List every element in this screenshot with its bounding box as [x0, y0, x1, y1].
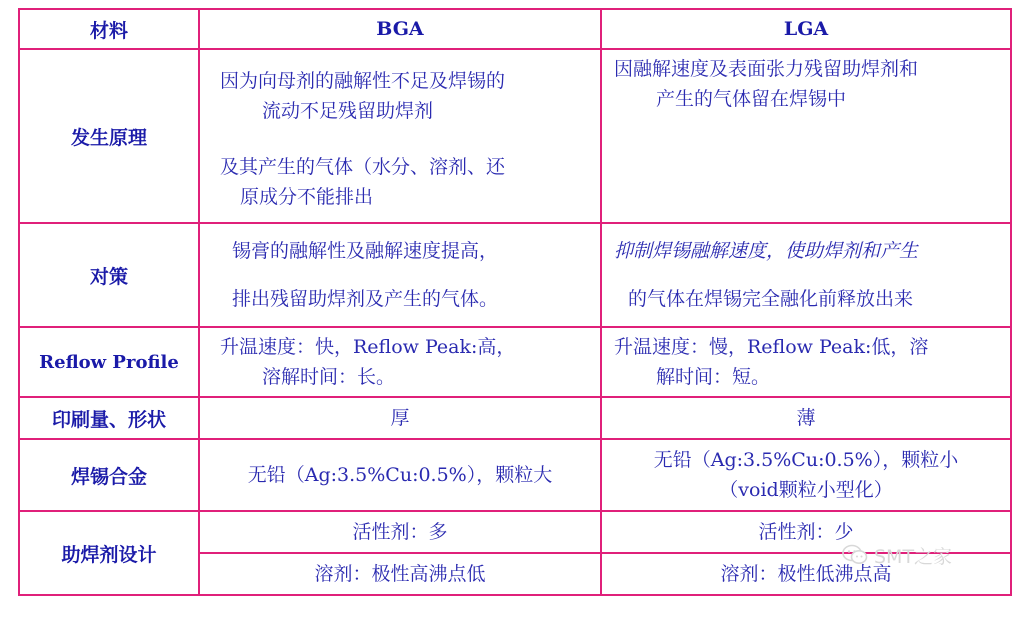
text-line: 解时间：短。 [656, 366, 771, 388]
text-line: 流动不足残留助焊剂 [262, 100, 434, 122]
cell-bga-cause [199, 49, 601, 223]
row-label-measure: 对策 [19, 223, 199, 327]
text-line: （void颗粒小型化） [719, 479, 893, 501]
text-line: 原成分不能排出 [240, 186, 374, 208]
cell-bga-print: 厚 [199, 397, 601, 439]
text-line: 溶解时间：长。 [262, 366, 396, 388]
cell-lga-reflow [601, 327, 1011, 397]
text-line: 因为向母剂的融解性不足及焊锡的 [220, 70, 506, 92]
header-lga: LGA [601, 9, 1011, 49]
row-label-reflow: Reflow Profile [19, 327, 199, 397]
cell-lga-flux-solvent: 溶剂：极性低沸点高 [601, 553, 1011, 595]
text-line: 升温速度：快，Reflow Peak:高， [220, 336, 516, 358]
text-line: 排出残留助焊剂及产生的气体。 [232, 288, 499, 310]
header-row [19, 9, 1011, 49]
header-bga: BGA [199, 9, 601, 49]
row-alloy [19, 439, 1011, 511]
text-line: 因融解速度及表面张力残留助焊剂和 [614, 58, 919, 80]
row-print [19, 397, 1011, 439]
row-label-print: 印刷量、形状 [19, 397, 199, 439]
row-label-cause: 发生原理 [19, 49, 199, 223]
watermark-text: SMT之家 [874, 545, 953, 568]
text-line: 无铅（Ag:3.5%Cu:0.5%），颗粒小 [653, 449, 959, 471]
text-line: 抑制焊锡融解速度，使助焊剂和产生 [614, 240, 919, 262]
cell-bga-flux-solvent: 溶剂：极性高沸点低 [199, 553, 601, 595]
cell-bga-reflow [199, 327, 601, 397]
cell-lga-measure [601, 223, 1011, 327]
text-line: 的气体在焊锡完全融化前释放出来 [628, 288, 914, 310]
row-cause [19, 49, 1011, 223]
text-line: 及其产生的气体（水分、溶剂、还 [220, 156, 506, 178]
text-line: 锡膏的融解性及融解速度提高， [232, 240, 499, 262]
cell-bga-alloy: 无铅（Ag:3.5%Cu:0.5%），颗粒大 [199, 439, 601, 511]
row-measure [19, 223, 1011, 327]
row-flux-activator [19, 511, 1011, 553]
cell-bga-flux-activator: 活性剂：多 [199, 511, 601, 553]
comparison-table [18, 8, 1012, 596]
cell-lga-flux-activator: 活性剂：少 [601, 511, 1011, 553]
row-reflow [19, 327, 1011, 397]
text-line: 产生的气体留在焊锡中 [656, 88, 847, 110]
cell-lga-print: 薄 [601, 397, 1011, 439]
cell-lga-cause [601, 49, 1011, 223]
cell-lga-alloy [601, 439, 1011, 511]
cell-bga-measure [199, 223, 601, 327]
row-label-flux: 助焊剂设计 [19, 511, 199, 595]
header-material: 材料 [19, 9, 199, 49]
row-label-alloy: 焊锡合金 [19, 439, 199, 511]
text-line: 升温速度：慢，Reflow Peak:低，溶 [614, 336, 929, 358]
